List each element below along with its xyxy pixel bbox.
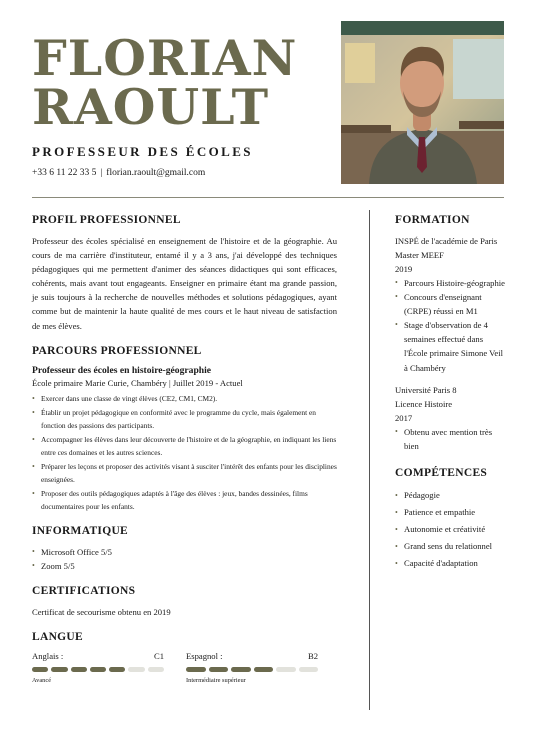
education-points (395, 276, 507, 375)
job-employer: École primaire Marie Curie, Chambéry | Juillet 2019 - Actuel (32, 377, 243, 388)
level-bar-filled (109, 667, 125, 672)
level-bar-filled (32, 667, 48, 672)
it-section (32, 525, 337, 573)
level-bar-filled (254, 667, 274, 672)
language-spanish (186, 651, 318, 684)
experience-heading: PARCOURS PROFESSIONNEL (32, 344, 202, 357)
side-column (395, 214, 507, 572)
degree-year: 2017 (395, 412, 413, 423)
level-bar-filled (90, 667, 106, 672)
level-bar-empty (128, 667, 144, 672)
skill-item: • Capacité d'adaptation (395, 555, 507, 572)
level-bar-filled (186, 667, 206, 672)
language-level: Avancé (32, 676, 52, 684)
job-title: PROFESSEUR DES ÉCOLES (32, 144, 253, 159)
main-column (32, 214, 337, 696)
degree-name: Licence Histoire (395, 398, 453, 409)
language-english (32, 651, 164, 684)
level-bar-empty (276, 667, 296, 672)
degree-year: 2019 (395, 264, 413, 274)
certifications-section (32, 585, 337, 619)
language-name: Anglais : (32, 650, 64, 661)
task-item: • Exercer dans une classe de vingt élèves (CE2, CM1, CM2). (32, 392, 337, 405)
level-bar-filled (71, 667, 87, 672)
language-level: Intermédiaire supérieur (186, 676, 246, 684)
it-heading: INFORMATIQUE (32, 524, 129, 537)
task-item: • Proposer des outils pédagogiques adaptés à l'âge des élèves : jeux, bandes dessinées, films documentaires pour les enfants. (32, 487, 337, 513)
degree-name: Master MEEF (395, 250, 444, 260)
skills-list (395, 487, 507, 572)
profile-photo (341, 21, 504, 184)
skill-item: • Patience et empathie (395, 504, 507, 521)
education-point: • Stage d'observation de 4 semaines effectué dans l'École primaire Simone Veil à Chambéry (395, 318, 507, 374)
languages-row (32, 651, 337, 684)
certifications-heading: CERTIFICATIONS (32, 584, 136, 597)
level-bar-empty (148, 667, 164, 672)
education-point: • Obtenu avec mention très bien (395, 425, 507, 453)
language-name: Espagnol : (186, 650, 223, 661)
profile-heading: PROFIL PROFESSIONNEL (32, 214, 181, 226)
school-name: Université Paris 8 (395, 384, 457, 395)
task-item: • Préparer les leçons et proposer des activités visant à susciter l'intérêt des enfants pour les disciplines enseignées. (32, 460, 337, 486)
profile-text: Professeur des écoles spécialisé en enseignement de l'histoire et de la géographie. Au cours de ma carrière d'instituteur, entamé il y a 3 ans, j'ai développé des techniques pédagogiques qui me permettent d'animer des séances didactiques qui sont efficaces, cohérents, mais avant tout engageants. Enseigner en primaire étant ma grande passion, je suis toujours à la recherche de nouvelles méthodes et solutions pédagogiques, ayant comme but de maintenir la haute qualité de mes cours et le haut niveau de satisfaction de mes élèves. (32, 236, 337, 331)
phone-number: +33 6 11 22 33 5 (32, 168, 97, 178)
task-list (32, 392, 337, 513)
education-point: • Concours d'enseignant (CRPE) réussi en M1 (395, 290, 507, 318)
education-points (395, 425, 507, 453)
first-name: FLORIAN (32, 29, 298, 87)
email-address: florian.raoult@gmail.com (106, 168, 206, 178)
it-list (32, 545, 337, 573)
language-code: B2 (307, 650, 318, 661)
level-bar-empty (299, 667, 319, 672)
school-name: INSPÉ de l'académie de Paris (395, 236, 498, 246)
language-level-bars (186, 667, 318, 672)
header-divider (32, 197, 504, 198)
skills-heading: COMPÉTENCES (395, 466, 488, 479)
job-position: Professeur des écoles en histoire-géographie (32, 364, 212, 376)
level-bar-filled (51, 667, 67, 672)
task-item: • Établir un projet pédagogique en conformité avec le programme du cycle, mais également en fonction des passions des participants. (32, 406, 337, 432)
it-item: • Microsoft Office 5/5 (32, 545, 337, 559)
education-point: • Parcours Histoire-géographie (395, 276, 507, 290)
contact-line (32, 168, 205, 178)
it-item: • Zoom 5/5 (32, 559, 337, 573)
certification-text: Certificat de secourisme obtenu en 2019 (32, 606, 171, 617)
education-entry (395, 234, 507, 375)
skill-item: • Grand sens du relationnel (395, 538, 507, 555)
last-name: RAOULT (32, 78, 270, 136)
skill-item: • Autonomie et créativité (395, 521, 507, 538)
task-item: • Accompagner les élèves dans leur découverte de l'histoire et de la géographie, en indiquant les liens entre ces domaines et les autres sciences. (32, 433, 337, 459)
profile-section (32, 214, 337, 333)
education-entry (395, 383, 507, 453)
education-heading: FORMATION (395, 214, 470, 226)
languages-heading: LANGUE (32, 630, 84, 643)
skill-item: • Pédagogie (395, 487, 507, 504)
candidate-name (32, 29, 298, 136)
level-bar-filled (209, 667, 229, 672)
language-code: C1 (153, 650, 164, 661)
column-divider (369, 210, 370, 710)
languages-section (32, 631, 337, 684)
experience-section (32, 345, 337, 513)
level-bar-filled (231, 667, 251, 672)
contact-separator: | (100, 168, 103, 178)
language-level-bars (32, 667, 164, 672)
